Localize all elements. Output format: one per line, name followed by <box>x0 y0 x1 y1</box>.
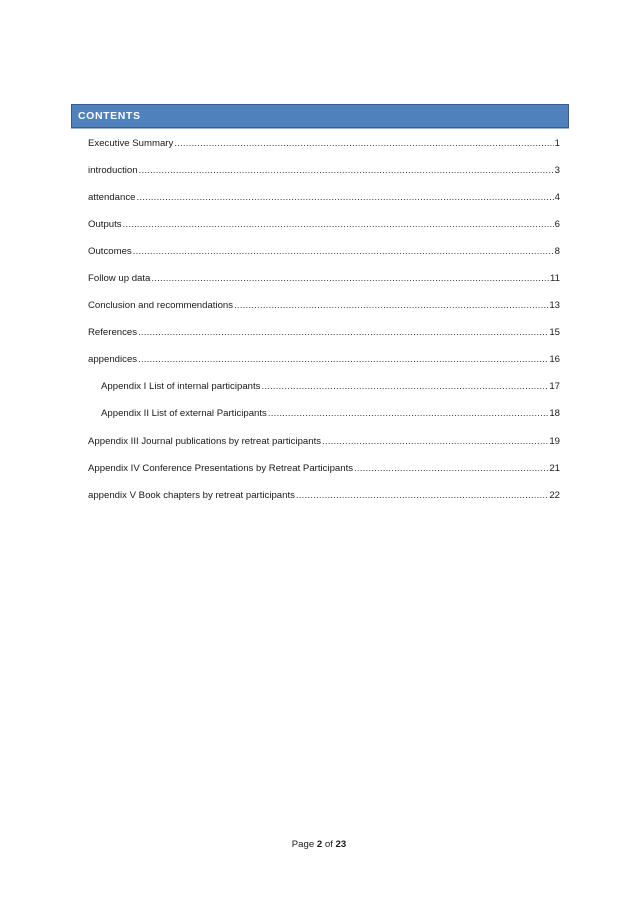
toc-entry-page: 19 <box>549 435 560 447</box>
toc-dot-leader <box>234 299 548 313</box>
toc-entry-title: Appendix I List of internal participants <box>101 381 261 393</box>
toc-dot-leader <box>354 462 548 476</box>
toc-entry[interactable] <box>88 489 560 516</box>
toc-entry-page: 15 <box>549 327 560 339</box>
contents-header-bar <box>71 104 569 128</box>
toc-entry-page: 22 <box>549 489 560 501</box>
toc-entry-title: Appendix III Journal publications by retreat participants <box>88 435 322 447</box>
toc-dot-leader <box>138 353 548 367</box>
toc-entry-page: 3 <box>554 165 560 177</box>
toc-dot-leader <box>136 191 553 205</box>
toc-dot-leader <box>123 218 554 232</box>
toc-entry[interactable] <box>88 191 560 218</box>
toc-dot-leader <box>133 245 554 259</box>
footer-current-page: 2 <box>316 839 323 850</box>
toc-entry-page: 11 <box>550 273 560 285</box>
toc-entry[interactable] <box>88 245 560 272</box>
toc-subentry[interactable] <box>88 407 560 434</box>
footer-page-word: Page <box>291 839 315 850</box>
toc-entry-page: 18 <box>549 408 560 420</box>
toc-entry-title: Follow up data <box>88 273 151 285</box>
toc-entry[interactable] <box>88 326 560 353</box>
toc-entry-title: Appendix II List of external Participants <box>101 408 267 420</box>
toc-entry-title: Outputs <box>88 219 122 231</box>
contents-title: CONTENTS <box>78 110 141 122</box>
toc-entry[interactable] <box>88 272 560 299</box>
table-of-contents <box>88 137 560 516</box>
toc-subentry[interactable] <box>88 380 560 407</box>
toc-entry-page: 16 <box>549 354 560 366</box>
toc-entry[interactable] <box>88 353 560 380</box>
toc-entry-page: 13 <box>549 300 560 312</box>
footer-of-word: of <box>324 839 333 850</box>
toc-entry-title: References <box>88 327 138 339</box>
toc-entry-title: introduction <box>88 165 138 177</box>
page-footer <box>0 839 638 850</box>
toc-entry[interactable] <box>88 462 560 489</box>
toc-entry-page: 6 <box>554 219 560 231</box>
toc-entry-title: appendices <box>88 354 138 366</box>
toc-entry-title: Executive Summary <box>88 138 174 149</box>
toc-entry[interactable] <box>88 137 560 164</box>
toc-entry[interactable] <box>88 218 560 245</box>
toc-dot-leader <box>139 164 554 178</box>
toc-entry-title: attendance <box>88 192 136 204</box>
toc-entry[interactable] <box>88 435 560 462</box>
toc-entry-page: 4 <box>554 192 560 204</box>
toc-dot-leader <box>261 380 548 394</box>
toc-entry-title: Outcomes <box>88 246 132 258</box>
toc-entry-page: 17 <box>549 381 560 393</box>
footer-total-pages: 23 <box>335 839 347 850</box>
toc-entry-page: 21 <box>549 462 560 474</box>
toc-dot-leader <box>174 137 553 151</box>
toc-entry-title: appendix V Book chapters by retreat participants <box>88 489 295 501</box>
toc-entry-page: 8 <box>554 246 560 258</box>
toc-dot-leader <box>138 326 548 340</box>
toc-dot-leader <box>296 489 548 503</box>
toc-entry-title: Appendix IV Conference Presentations by Retreat Participants <box>88 462 354 474</box>
toc-dot-leader <box>151 272 549 286</box>
toc-entry[interactable] <box>88 299 560 326</box>
toc-entry-page: 1 <box>554 138 560 149</box>
toc-dot-leader <box>322 435 548 449</box>
toc-dot-leader <box>268 407 548 421</box>
toc-entry[interactable] <box>88 164 560 191</box>
toc-entry-title: Conclusion and recommendations <box>88 300 234 312</box>
